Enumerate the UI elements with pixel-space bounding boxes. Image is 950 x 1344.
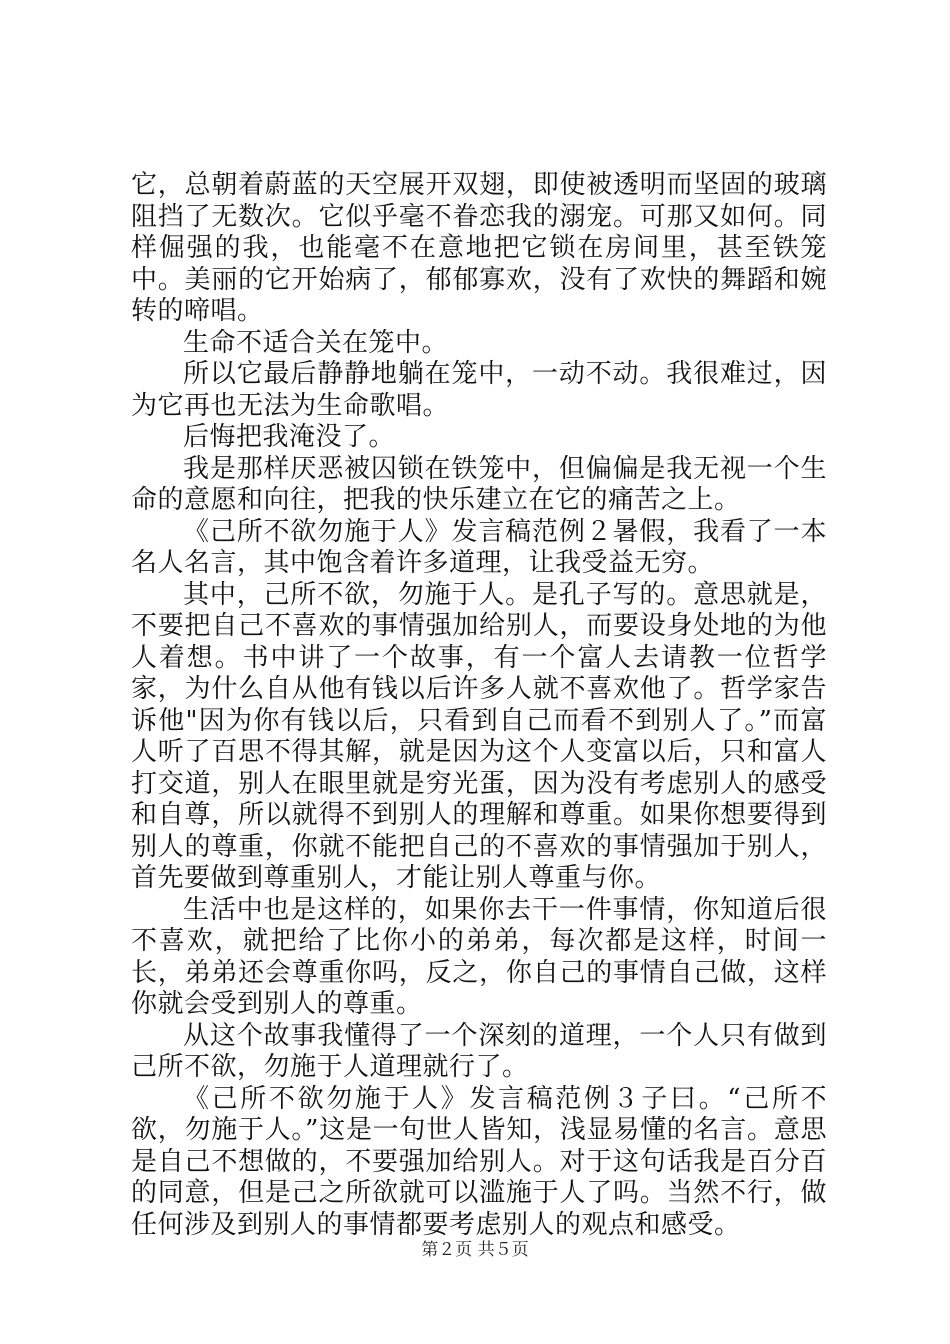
paragraph: 它，总朝着蔚蓝的天空展开双翅，即使被透明而坚固的玻璃阻挡了无数次。它似乎毫不眷恋我的溺宠。可那又如何。同样倔强的我，也能毫不在意地把它锁在房间里，甚至铁笼中。美丽的它开始病了，郁郁寡欢，没有了欢快的舞蹈和婉转的啼唱。: [131, 170, 827, 326]
page-number-footer: 第２页 共５页: [421, 1240, 529, 1260]
paragraph: 生活中也是这样的，如果你去干一件事情，你知道后很不喜欢，就把给了比你小的弟弟，每次都是这样，时间一长，弟弟还会尊重你吗，反之，你自己的事情自己做，这样你就会受到别人的尊重。: [131, 894, 827, 1019]
paragraph: 其中，己所不欲，勿施于人。是孔子写的。意思就是，不要把自己不喜欢的事情强加给别人，而要设身处地的为他人着想。书中讲了一个故事，有一个富人去请教一位哲学家，为什么自从他有钱以后许多人就不喜欢他了。哲学家告诉他"因为你有钱以后，只看到自己而看不到别人了。”而富人听了百思不得其解，就是因为这个人变富以后，只和富人打交道，别人在眼里就是穷光蛋，因为没有考虑别人的感受和自尊，所以就得不到别人的理解和尊重。如果你想要得到别人的尊重，你就不能把自己的不喜欢的事情强加于别人，首先要做到尊重别人，才能让别人尊重与你。: [131, 579, 827, 893]
paragraph: 我是那样厌恶被囚锁在铁笼中，但偏偏是我无视一个生命的意愿和向往，把我的快乐建立在它的痛苦之上。: [131, 453, 827, 515]
paragraph: 生命不适合关在笼中。: [183, 327, 449, 358]
paragraph: 《己所不欲勿施于人》发言稿范例２暑假，我看了一本名人名言，其中饱含着许多道理，让我受益无穷。: [131, 516, 827, 578]
paragraph: 所以它最后静静地躺在笼中，一动不动。我很难过，因为它再也无法为生命歌唱。: [131, 359, 827, 421]
paragraph: 《己所不欲勿施于人》发言稿范例３子曰。“己所不欲，勿施于人。”这是一句世人皆知，浅显易懂的名言。意思是自己不想做的，不要强加给别人。对于这句话我是百分百的同意，但是己之所欲就可以滥施于人了吗。当然不行，做任何涉及到别人的事情都要考虑别人的观点和感受。: [131, 1083, 827, 1240]
document-body: [131, 170, 827, 1241]
paragraph: 后悔把我淹没了。: [183, 422, 396, 452]
paragraph: 从这个故事我懂得了一个深刻的道理，一个人只有做到己所不欲，勿施于人道理就行了。: [131, 1020, 827, 1082]
